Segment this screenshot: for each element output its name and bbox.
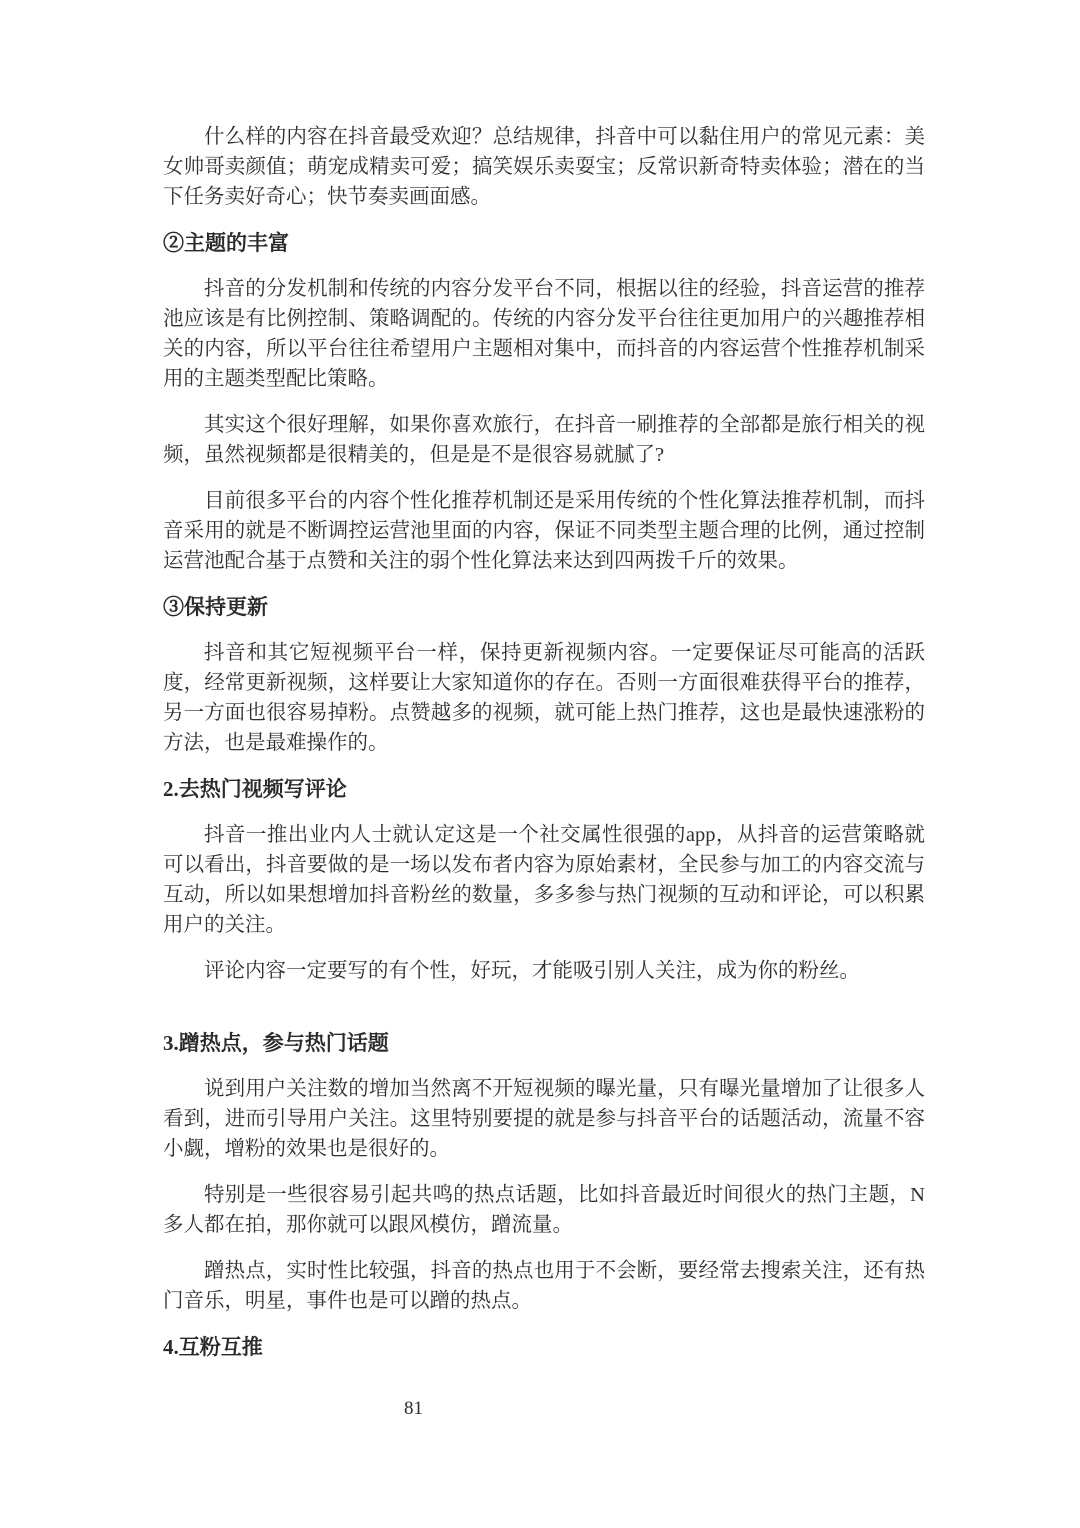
section-heading-keep-updating: ③保持更新: [163, 595, 268, 619]
page-number: 81: [404, 1398, 423, 1419]
body-paragraph: 抖音的分发机制和传统的内容分发平台不同，根据以往的经验，抖音运营的推荐池应该是有比例控制、策略调配的。传统的内容分发平台往往更加用户的兴趣推荐相关的内容，所以平台往往希望用户主题相对集中，而抖音的内容运营个性推荐机制采用的主题类型配比策略。: [163, 278, 925, 390]
section-heading-ride-hot-topics: 3.蹭热点，参与热门话题: [163, 1031, 389, 1055]
body-paragraph: 抖音和其它短视频平台一样，保持更新视频内容。一定要保证尽可能高的活跃度，经常更新视频，这样要让大家知道你的存在。否则一方面很难获得平台的推荐，另一方面也很容易掉粉。点赞越多的视频，就可能上热门推荐，这也是最快速涨粉的方法，也是最难操作的。: [163, 642, 925, 754]
body-paragraph: 特别是一些很容易引起共鸣的热点话题，比如抖音最近时间很火的热门主题，N多人都在拍，那你就可以跟风模仿，蹭流量。: [163, 1184, 925, 1236]
body-paragraph: 抖音一推出业内人士就认定这是一个社交属性很强的app，从抖音的运营策略就可以看出，抖音要做的是一场以发布者内容为原始素材，全民参与加工的内容交流与互动，所以如果想增加抖音粉丝的数量，多多参与热门视频的互动和评论，可以积累用户的关注。: [163, 824, 925, 936]
body-paragraph: 评论内容一定要写的有个性，好玩，才能吸引别人关注，成为你的粉丝。: [204, 960, 860, 982]
body-paragraph: 什么样的内容在抖音最受欢迎？总结规律，抖音中可以黏住用户的常见元素：美女帅哥卖颜值；萌宠成精卖可爱；搞笑娱乐卖耍宝；反常识新奇特卖体验；潜在的当下任务卖好奇心；快节奏卖画面感。: [163, 126, 925, 208]
body-paragraph: 目前很多平台的内容个性化推荐机制还是采用传统的个性化算法推荐机制，而抖音采用的就是不断调控运营池里面的内容，保证不同类型主题合理的比例，通过控制运营池配合基于点赞和关注的弱个性化算法来达到四两拨千斤的效果。: [163, 490, 925, 572]
body-paragraph: 蹭热点，实时性比较强，抖音的热点也用于不会断，要经常去搜索关注，还有热门音乐，明星，事件也是可以蹭的热点。: [163, 1260, 925, 1312]
section-heading-mutual-follow: 4.互粉互推: [163, 1335, 263, 1359]
section-heading-theme-richness: ②主题的丰富: [163, 231, 289, 255]
body-paragraph: 其实这个很好理解，如果你喜欢旅行，在抖音一刷推荐的全部都是旅行相关的视频，虽然视频都是很精美的，但是是不是很容易就腻了?: [163, 414, 925, 466]
body-paragraph: 说到用户关注数的增加当然离不开短视频的曝光量，只有曝光量增加了让很多人看到，进而引导用户关注。这里特别要提的就是参与抖音平台的话题活动，流量不容小觑，增粉的效果也是很好的。: [163, 1078, 925, 1160]
page-content: [163, 122, 925, 1378]
section-heading-comment-on-hot-videos: 2.去热门视频写评论: [163, 777, 347, 801]
